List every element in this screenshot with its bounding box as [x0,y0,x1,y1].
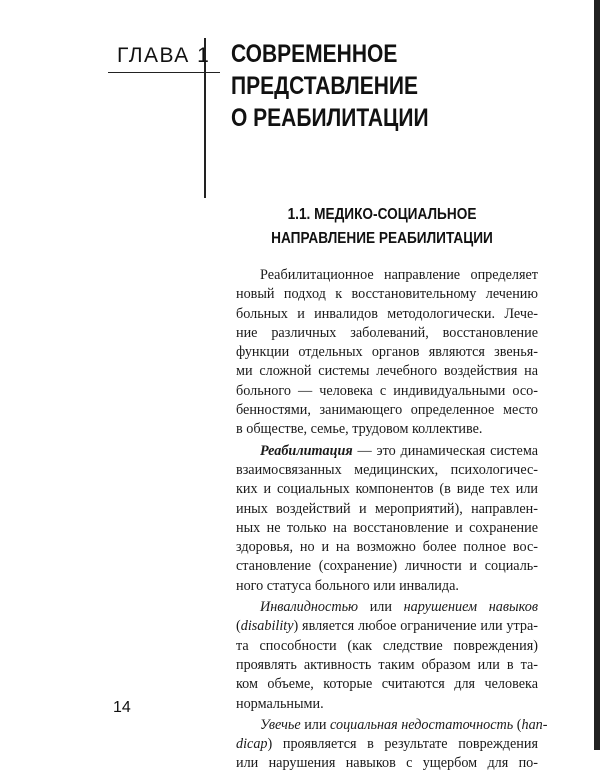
text-line: ких и социальных компонентов (в виде тех или [236,481,538,498]
text-line: та способности (как следствие повреждения) [236,637,538,654]
term-disability-en: disability [240,618,294,635]
text-line [236,735,538,754]
text-line: проявлять активность таким образом или в та- [236,656,538,673]
term-injury: Увечье [260,716,301,733]
text-line: становление (сохранение) личности и социаль- [236,558,538,575]
text-line: больных и инвалидов методологически. Лече- [236,305,538,322]
text-line: функции отдельных органов являются звенья- [236,344,538,361]
chapter-label: ГЛАВА 1 [117,44,211,67]
term-handicap-part1: han- [521,716,548,733]
term-handicap-part2: dicap [236,736,268,753]
chapter-title-line: СОВРЕМЕННОЕ [231,40,398,68]
text-fragment: ) проявляется в результате повреждения [267,736,538,753]
text-line [236,442,538,461]
text-line: в обществе, семье, трудовом коллективе. [236,421,483,438]
text-fragment: ( [513,716,522,733]
term-rehabilitation: Реабилитация [260,442,353,459]
text-line: Реабилитационное направление определяет [260,267,538,283]
page-edge-shadow [594,0,600,750]
text-line [236,617,538,636]
page-number: 14 [113,699,131,716]
text-line: здоровья, но и на возможно более полное вос- [236,539,538,556]
term-disability: Инвалидностью [260,599,359,616]
text-line: иных воздействий и мероприятий), направлен- [236,500,538,517]
text-fragment: — это динамическая система [352,442,538,459]
text-line: нормальными. [236,695,324,712]
chapter-title [231,38,517,134]
text-line: больного — человека с индивидуальными осо- [236,382,538,399]
text-line: новый подход к восстановительному лечению [236,286,538,303]
term-skill-impairment: нарушением навыков [403,599,538,616]
text-line: ми сложной системы лечебного воздействия на [236,363,538,380]
chapter-title-line: ПРЕДСТАВЛЕНИЕ [231,72,419,100]
chapter-title-line: О РЕАБИЛИТАЦИИ [231,104,429,132]
term-social-insufficiency: социальная недостаточность [330,716,514,733]
paragraph-2 [236,442,538,596]
text-line: взаимосвязанных медицинских, психологичес- [236,461,538,478]
text-fragment: ) является любое ограничение или утра- [293,618,538,635]
paragraph-1 [236,266,538,440]
text-line: или нарушения навыков с ущербом для по- [236,755,538,772]
text-line [236,598,538,617]
body-text [236,266,548,774]
text-fragment: или [358,599,404,616]
text-fragment: или [300,716,331,733]
section-title-line: НАПРАВЛЕНИЕ РЕАБИЛИТАЦИИ [271,230,493,247]
paragraph-4 [236,716,548,774]
text-line: ного статуса больного или инвалида. [236,577,459,594]
section-title-line: 1.1. МЕДИКО-СОЦИАЛЬНОЕ [287,206,477,223]
text-line: ных не только на восстановление и сохранение [236,519,538,536]
text-line: ком объеме, которые считаются для человека [236,676,538,693]
paragraph-3 [236,598,538,714]
section-title [250,203,514,251]
text-line [236,716,548,735]
text-fragment: ( [236,618,241,635]
text-line: бенностями, занимающего определенное место [236,402,538,419]
text-line: ние различных заболеваний, восстановление [236,324,538,341]
